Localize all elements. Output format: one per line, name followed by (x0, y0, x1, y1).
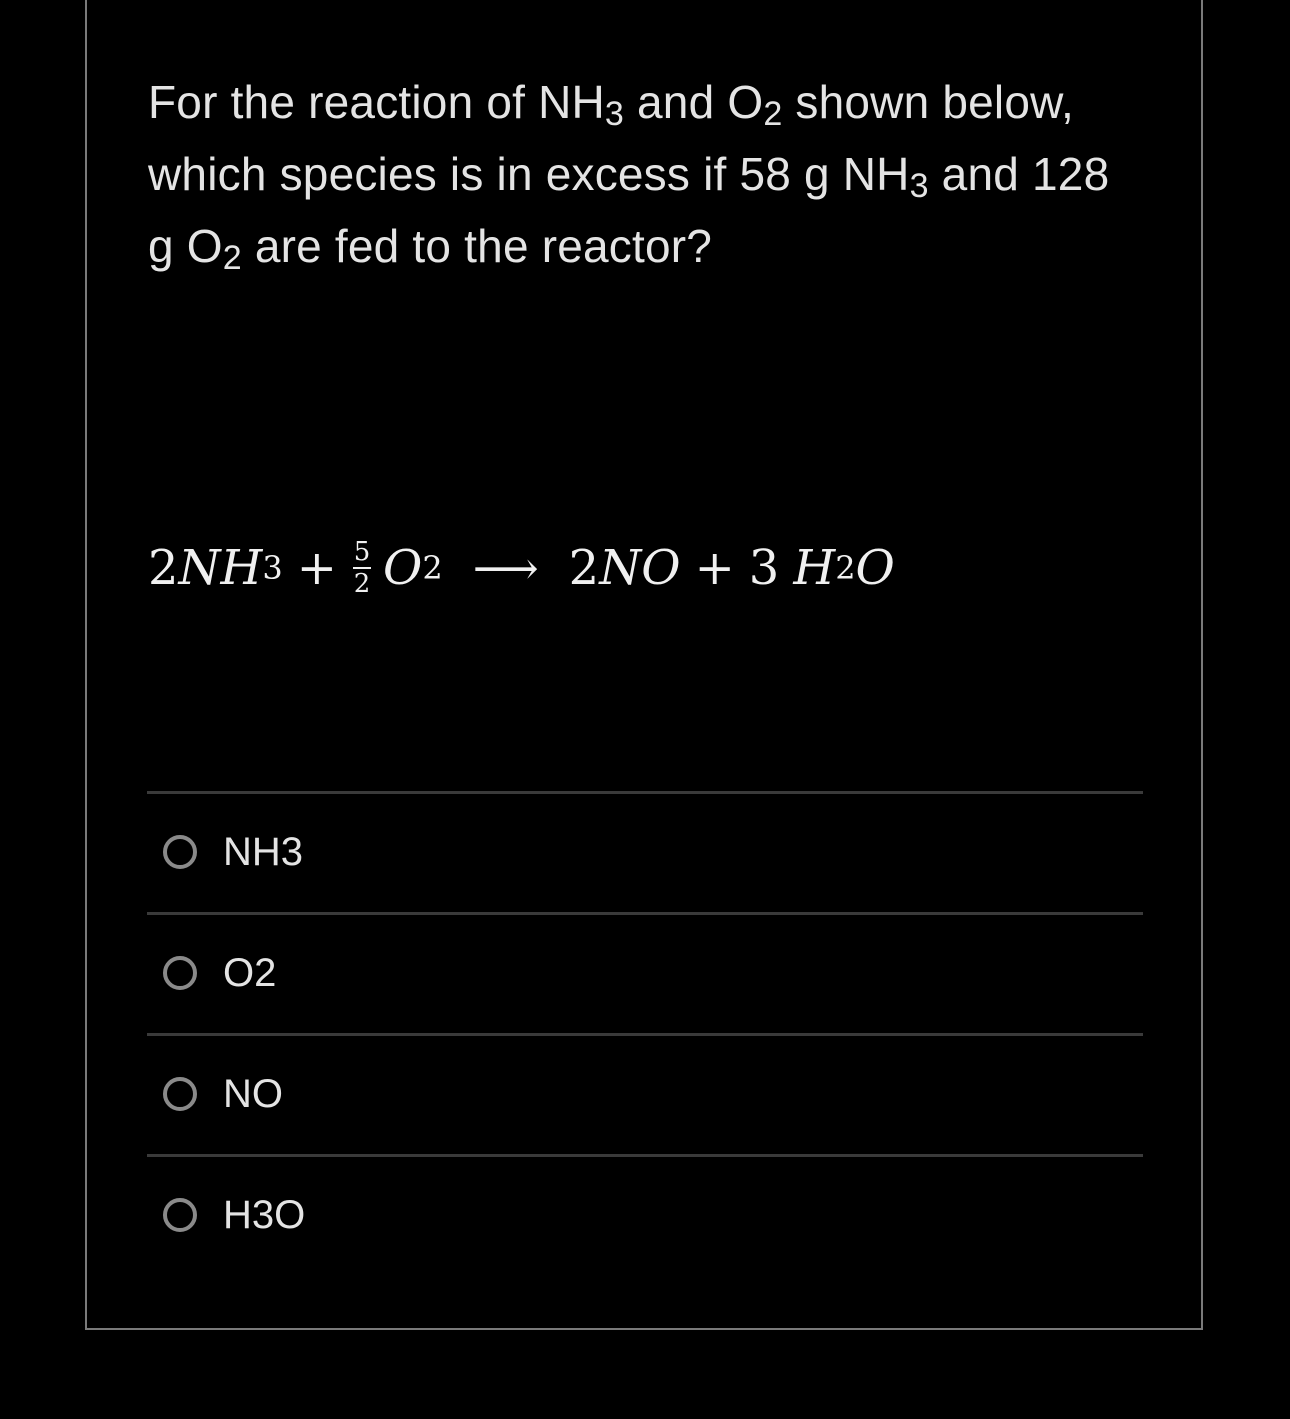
option-no[interactable] (147, 1033, 1143, 1154)
radio-button[interactable] (163, 835, 197, 869)
radio-button[interactable] (163, 956, 197, 990)
option-label: O2 (223, 951, 277, 995)
fraction: $\frac{5}{2}$ (353, 537, 371, 599)
option-h3o[interactable] (147, 1154, 1143, 1275)
chemical-equation: 2 NH 3 + $\frac{5}{2}$ O 2 ⟶ 2 NO + 3 H 2 O (148, 537, 895, 599)
answer-options (147, 791, 1143, 1275)
question-line-3: g $O_2$ are fed to the reactor? (148, 220, 713, 277)
option-label: NO (223, 1072, 283, 1116)
option-label: H3O (223, 1193, 306, 1237)
question-line-2: which species is in excess if 58 g $NH_3$ and 128 (148, 148, 1110, 205)
radio-button[interactable] (163, 1077, 197, 1111)
option-o2[interactable] (147, 912, 1143, 1033)
question-line-1: For the reaction of $NH_3$ and $O_2$ shown below, (148, 76, 1074, 133)
reaction-arrow: ⟶ (472, 541, 539, 595)
radio-button[interactable] (163, 1198, 197, 1232)
option-label: NH3 (223, 830, 304, 874)
question-text (148, 66, 1148, 282)
option-nh3[interactable] (147, 791, 1143, 912)
